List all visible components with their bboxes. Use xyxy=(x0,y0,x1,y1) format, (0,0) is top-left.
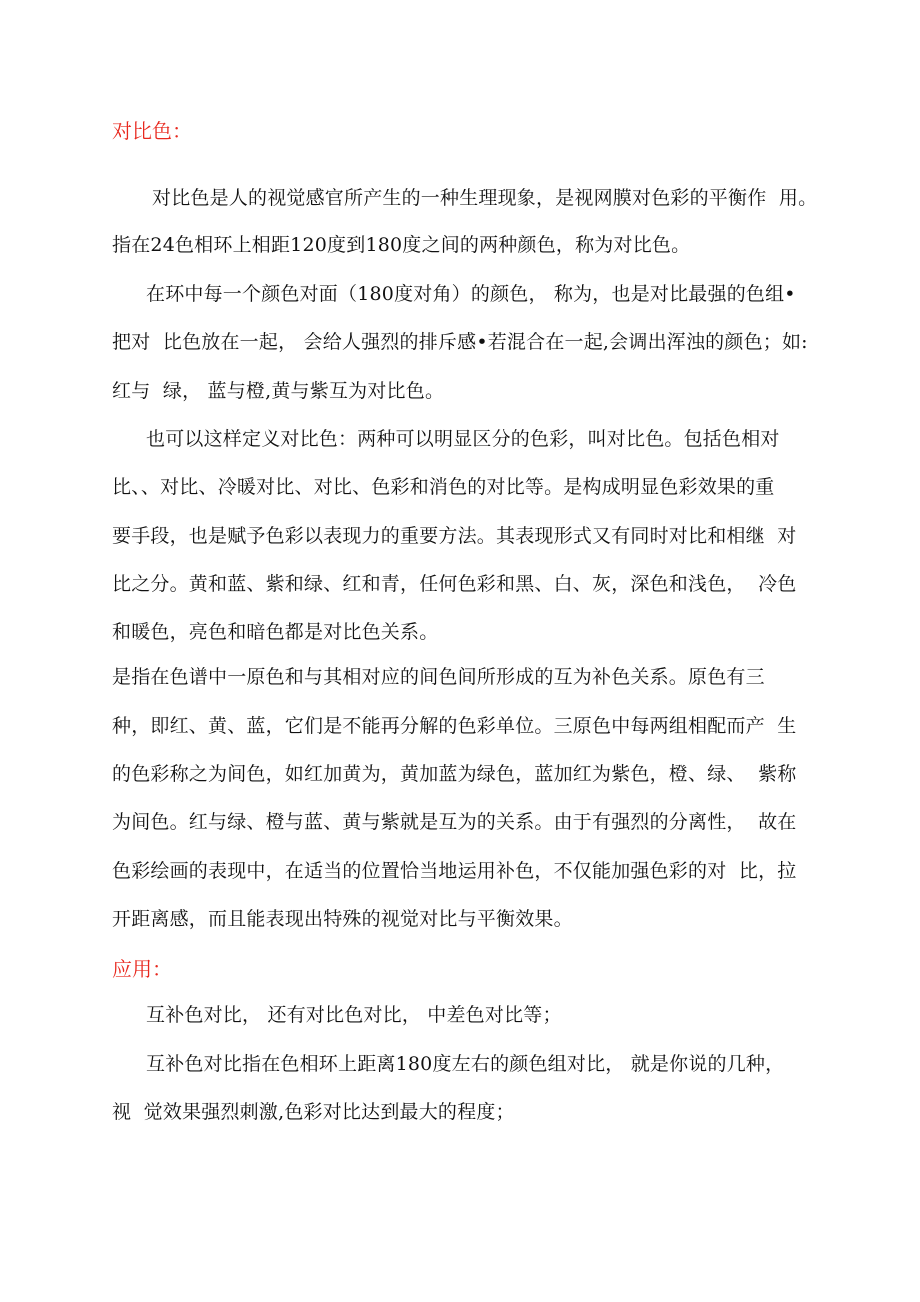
paragraph-line: 色彩绘画的表现中，在适当的位置恰当地运用补色，不仅能加强色彩的对 比，拉 xyxy=(112,860,797,882)
paragraph-line: 为间色。红与绿、橙与蓝、黄与紫就是互为的关系。由于有强烈的分离性， 故在 xyxy=(112,811,797,833)
paragraph-line: 互补色对比指在色相环上距离180度左右的颜色组对比， 就是你说的几种， xyxy=(146,1053,785,1075)
paragraph-line: 在环中每一个颜色对面（180度对角）的颜色， 称为，也是对比最强的色组• xyxy=(146,283,796,305)
section-heading-application: 应用： xyxy=(112,957,172,981)
paragraph-line: 视 觉效果强烈刺激,色彩对比达到最大的程度； xyxy=(112,1101,515,1123)
paragraph-line: 是指在色谱中一原色和与其相对应的间色间所形成的互为补色关系。原色有三 xyxy=(112,666,765,688)
paragraph-line: 互补色对比， 还有对比色对比， 中差色对比等； xyxy=(146,1004,562,1026)
section-heading-contrast-color: 对比色： xyxy=(112,119,192,143)
paragraph-line: 种，即红、黄、蓝，它们是不能再分解的色彩单位。三原色中每两组相配而产 生 xyxy=(112,715,797,737)
paragraph-line: 对比色是人的视觉感官所产生的一种生理现象，是视网膜对色彩的平衡作 用。 xyxy=(152,187,818,209)
paragraph-line: 比之分。黄和蓝、紫和绿、红和青，任何色彩和黑、白、灰，深色和浅色， 冷色 xyxy=(112,573,797,595)
paragraph-line: 开距离感，而且能表现出特殊的视觉对比与平衡效果。 xyxy=(112,908,573,930)
paragraph-line: 也可以这样定义对比色：两种可以明显区分的色彩，叫对比色。包括色相对 xyxy=(146,428,780,450)
paragraph-line: 的色彩称之为间色，如红加黄为，黄加蓝为绿色，蓝加红为紫色，橙、绿、 紫称 xyxy=(112,763,797,785)
paragraph-line: 红与 绿， 蓝与橙,黄与紫互为对比色。 xyxy=(112,380,445,402)
paragraph-line: 和暖色，亮色和暗色都是对比色关系。 xyxy=(112,621,439,643)
paragraph-line: 把对 比色放在一起， 会给人强烈的排斥感•若混合在一起,会调出浑浊的颜色；如: xyxy=(112,331,808,353)
paragraph-line: 指在24色相环上相距120度到180度之间的两种颜色，称为对比色。 xyxy=(112,234,691,256)
paragraph-line: 要手段，也是赋予色彩以表现力的重要方法。其表现形式又有同时对比和相继 对 xyxy=(112,525,797,547)
paragraph-line: 比、、对比、冷暖对比、对比、色彩和消色的对比等。是构成明显色彩效果的重 xyxy=(112,476,775,498)
